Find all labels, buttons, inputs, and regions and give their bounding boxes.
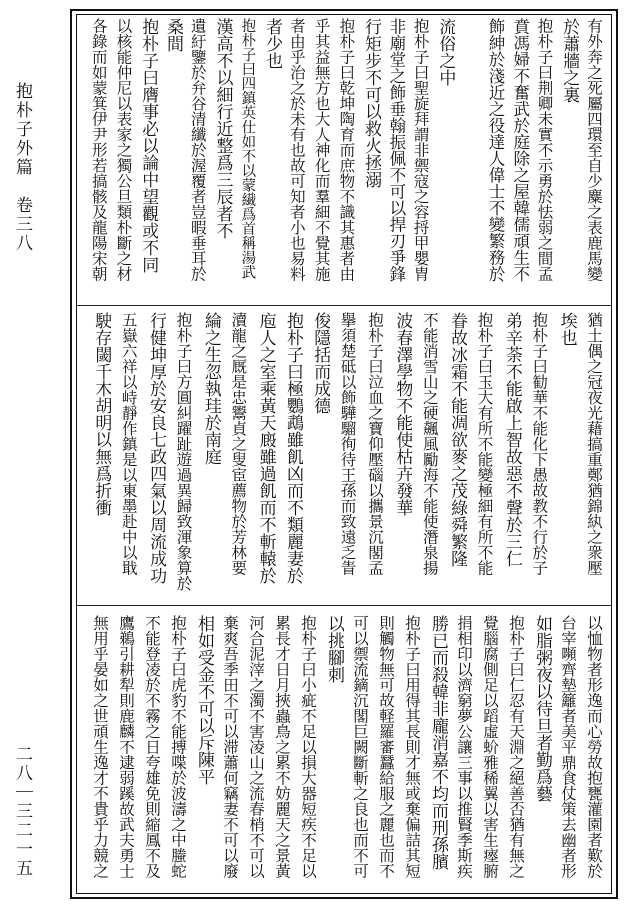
text-column: 抱朴子曰玉大有所不能變極細有所不能 xyxy=(475,312,494,576)
text-column: 抱朴子曰荆卿未實不示勇於怯弱之間孟 xyxy=(535,18,554,282)
text-column: 波春澤學物不能使枯卉發華 xyxy=(392,312,413,516)
text-column: 累長才日月挾蟲鳥之累不妨麗天之景黃 xyxy=(273,615,291,879)
text-column: 鷹鵜引耕犁則鹿麟不逮弱蹊故武夫勇士 xyxy=(117,615,135,879)
text-column: 駛存閾千木胡明以無爲折衝 xyxy=(91,312,112,516)
text-column: 抱朴子曰膺事必以論中望觀或不同 xyxy=(138,18,159,273)
text-column: 棄爽吾季田不可以滞蕭何竊妻不可以廢 xyxy=(221,615,239,879)
text-column: 抱朴子曰小疵不足以損大器短疾不足以 xyxy=(299,615,317,879)
text-column: 流俗之中 xyxy=(435,18,456,86)
text-column: 非廟堂之飾垂翰振佩不可以捍刃爭鋒 xyxy=(386,18,406,282)
text-column: 抱朴子曰乾坤陶育而庶物不識其惠者由 xyxy=(337,18,356,282)
panel-divider-top xyxy=(76,305,612,306)
text-column: 抱朴子曰勧華不能化下愚故教不行於子 xyxy=(530,312,549,576)
text-column: 遺紆鑒於弁谷清纖於渥覆者豈暇垂耳於 xyxy=(188,18,207,282)
text-column: 抱朴子曰仁忍有天淵之絕善否猶有無之 xyxy=(507,615,525,879)
text-column: 抱朴子曰虎豹不能搏喋於波濤之中螣蛇 xyxy=(169,615,187,879)
text-column: 覺腦腐側足以蹈虛蚧雅稀翼以害生瘞腑 xyxy=(481,615,499,879)
text-column: 抱朴子曰用得其長則才無或棄偏詰其短 xyxy=(403,615,421,879)
text-column: 者少也 xyxy=(262,18,283,69)
text-column: 河合泥滓之濁不害凌山之流春梢不可以 xyxy=(247,615,265,879)
text-column: 不能消雪山之硬飆風勵海不能使潛泉揚 xyxy=(420,312,439,576)
text-column: 擧須楚砥以飾驊騮徇待王孫而致遠乏眚 xyxy=(338,312,357,576)
page-number-margin: 二八｜三二一五 xyxy=(12,745,32,878)
text-column: 飾紳於淺近之役達人偉士不變繁務於 xyxy=(485,18,505,282)
text-column: 者由乎治之於未有也故可知者小也易料 xyxy=(287,18,306,282)
text-column xyxy=(457,18,480,302)
text-column: 乎其益無方也大人神化而羣細不覺其施 xyxy=(312,18,331,282)
text-column: 勝已而殺韓非龐消嘉不均而刑孫臏 xyxy=(428,615,448,870)
text-column: 抱朴子曰聖旋拜謂非禦寇之容捋甲嬰胄 xyxy=(411,18,430,282)
text-column: 以核能仲尼以表家之獨公旦類朴斷之材 xyxy=(114,18,133,282)
text-column: 漢高不以細行近整爲三辰者不 xyxy=(212,18,233,239)
text-column: 綸之生忽執珪於南庭 xyxy=(200,312,221,465)
text-column: 桑間 xyxy=(163,18,184,52)
text-column: 眷故冰霜不能凋欲麥之茂綠舜繁隆 xyxy=(447,312,468,567)
text-column: 以恤物者形逸而心勞故抱甕灌園者歎於 xyxy=(585,615,603,879)
text-column: 賁馮婦不奮武於庭除之屋韓儒頑生不 xyxy=(510,18,530,282)
panel-divider-bottom xyxy=(76,605,612,606)
text-column: 捐相印以濟窮夢公讓三事以推賢季斯疾 xyxy=(455,615,473,879)
text-column: 如脂粥夜以待旦者勤爲藝 xyxy=(532,615,552,802)
text-column: 行矩步不可以救火拯溺 xyxy=(361,18,382,188)
text-column: 庖人之室乘黃天廄雖過飢而不斬轅於 xyxy=(255,312,276,584)
text-column: 弟辛荼不能啟上智故惡不聲於三仁 xyxy=(501,312,522,567)
text-column: 有外奔之死屬四環至自少麋之表鹿馬變 xyxy=(584,18,603,282)
text-column: 抱朴子曰四鎮英仕如不以蒙繊爲首稱湯武 xyxy=(239,18,256,279)
text-column: 無用乎晏如之世頑生逸才不貴乎力競之 xyxy=(91,615,109,879)
text-column: 五嶽六祥以峙靜作鎮是以東墨赴中以戢 xyxy=(119,312,138,576)
book-title-margin: 抱朴子外篇 卷三八 xyxy=(12,82,32,253)
text-column: 台宰嚬齊墊籬者美平鼎食仗策去幽者形 xyxy=(559,615,577,879)
text-column: 俊隱括而成德 xyxy=(310,312,331,414)
text-column: 不能登凌於不霧之日夸雄免則縮鳳不及 xyxy=(143,615,161,879)
text-column: 於蕭牆之裏 xyxy=(559,18,580,103)
text-column: 埃也 xyxy=(556,312,577,346)
text-column: 抱朴子曰極鸚鵡雖飢凶而不類麗妻於 xyxy=(282,312,303,584)
text-column: 瀆龍之厩是忠鬻貞之叟宦薦物於芳林要 xyxy=(229,312,248,576)
text-column: 則觸物無可故軽羅審蠶給服之麗也而不 xyxy=(377,615,395,879)
text-column: 相如受金不可以斥陳平 xyxy=(194,615,214,785)
text-column: 行健坤厚於安良七政四氣以周流成功 xyxy=(146,312,167,584)
text-column: 以挑腳刺 xyxy=(324,615,344,683)
text-column: 可以禦流鏑沉閣巨闕斷斬之良也而不可 xyxy=(351,615,369,879)
text-column: 抱朴子曰泣血之寶仰壓碯以攜景沉閣孟 xyxy=(366,312,385,576)
text-column: 各錄而如蒙箕伊尹形若搞骸及龍陽宋朝 xyxy=(89,18,108,282)
text-column: 猶土偶之冠夜光藉搞重鄭猶錦紈之衆壓 xyxy=(584,312,603,576)
text-column: 抱朴子曰方圓糾躍趾遊過異歸致渾象算於 xyxy=(174,312,193,591)
